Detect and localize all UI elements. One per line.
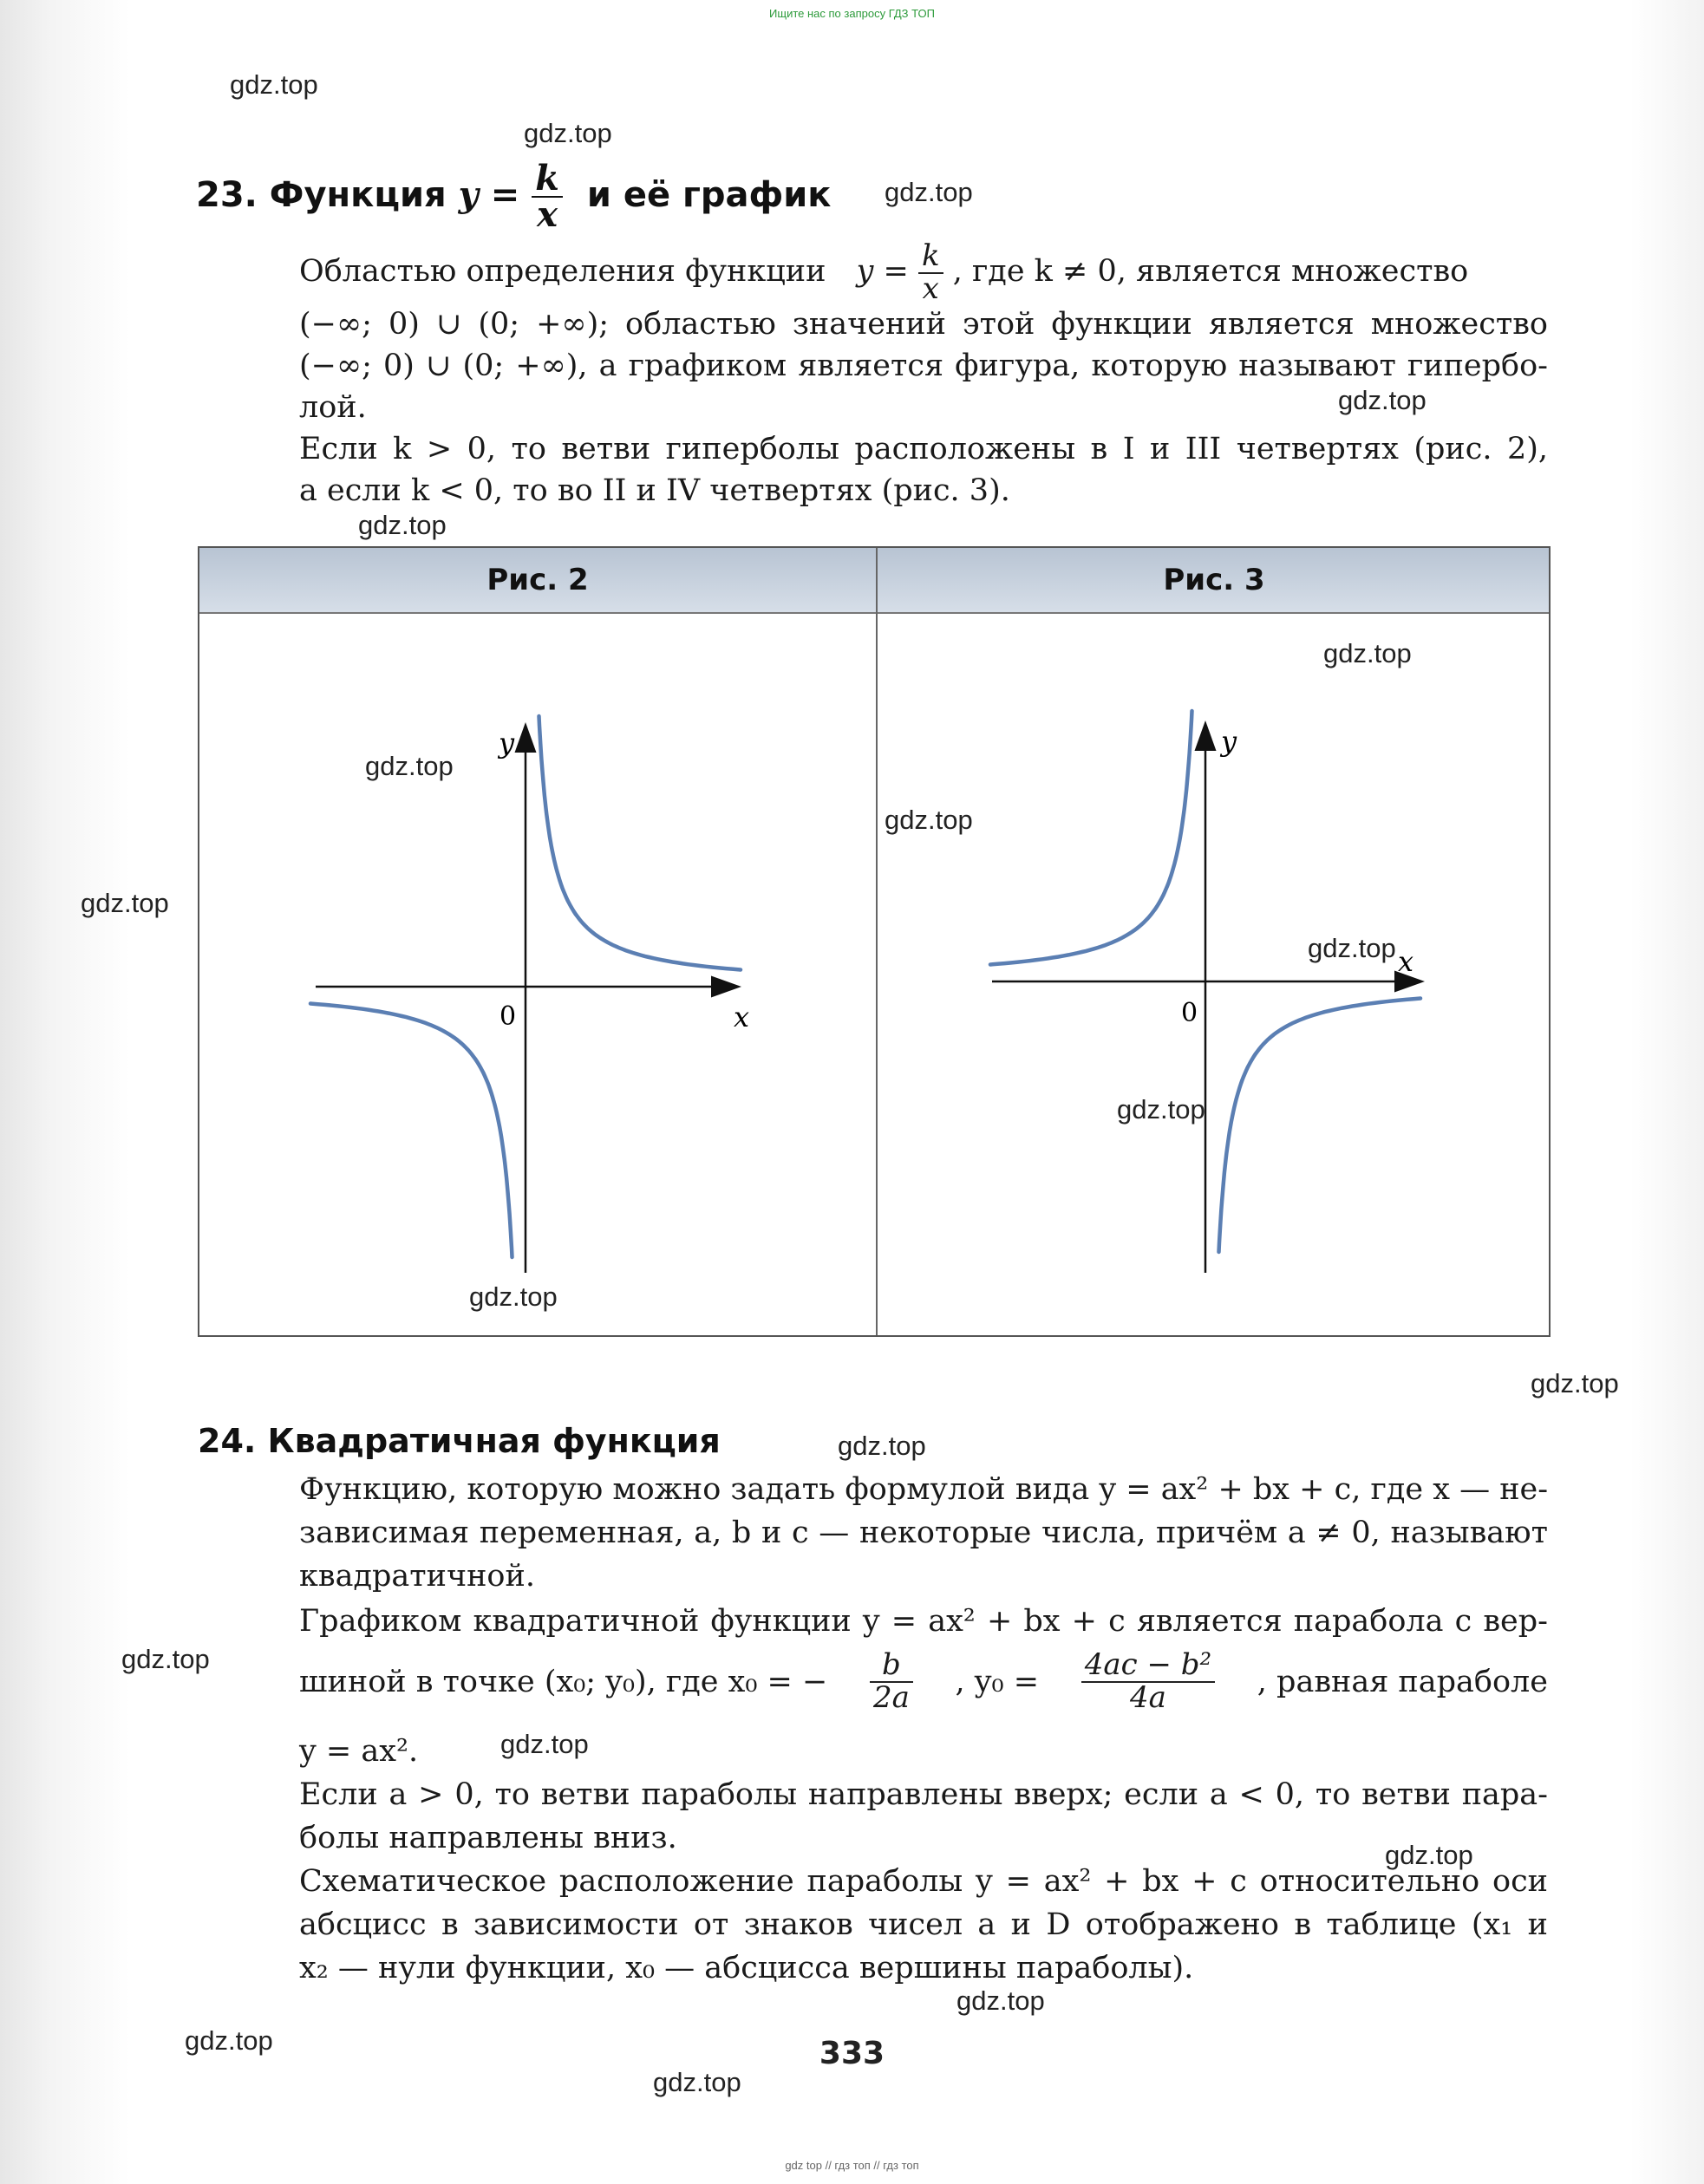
s23-line-1 xyxy=(299,238,1548,305)
s23-line-3: (−∞; 0) ∪ (0; +∞), а графиком является фигура, которую называют гипербо- xyxy=(299,349,1548,383)
p1-numerator: k xyxy=(921,238,940,273)
x-axis-label: x xyxy=(734,1001,750,1033)
watermark: gdz.top xyxy=(1531,1368,1619,1398)
watermark: gdz.top xyxy=(230,69,318,100)
s23-line-4: лой. xyxy=(299,390,367,425)
s24-line-8: болы направлены вниз. xyxy=(299,1821,677,1855)
line5-text-c: , равная параболе xyxy=(1257,1665,1548,1699)
fig3-caption: Рис. 3 xyxy=(1163,563,1265,597)
watermark: gdz.top xyxy=(838,1431,926,1461)
origin-label: 0 xyxy=(499,1001,517,1032)
hyperbola-branch-2 xyxy=(310,1004,513,1258)
hyperbola-branch-1 xyxy=(539,716,741,970)
line5-text-b: , y₀ = xyxy=(955,1665,1040,1699)
section-23-heading xyxy=(196,158,832,235)
watermark: gdz.top xyxy=(1117,1094,1205,1125)
fraction-denominator: x xyxy=(532,196,563,232)
fig3-plot xyxy=(878,614,1551,1335)
p1-fraction xyxy=(918,238,943,306)
p1-y-eq: y = xyxy=(856,254,909,289)
s24-line-1: Функцию, которую можно задать формулой вида y = ax² + bx + c, где x — не- xyxy=(299,1472,1549,1507)
bottom-note: gdz top // гдз топ // гдз топ xyxy=(785,2159,919,2172)
s24-line-10: абсцисс в зависимости от знаков чисел a и D отображено в таблице (x₁ и xyxy=(299,1907,1548,1942)
section-24-heading: 24. Квадратичная функция xyxy=(198,1422,721,1460)
heading-fraction xyxy=(532,158,563,235)
x0-fraction xyxy=(870,1647,913,1715)
s24-line-3: квадратичной. xyxy=(299,1559,535,1594)
s24-line-6: y = ax². xyxy=(299,1734,419,1769)
top-note: Ищите нас по запросу ГДЗ ТОП xyxy=(769,7,935,20)
p1-text-a: Областью определения функции xyxy=(299,254,826,289)
watermark: gdz.top xyxy=(1385,1840,1473,1870)
watermark: gdz.top xyxy=(81,888,169,918)
s24-line-11: x₂ — нули функции, x₀ — абсцисса вершины параболы). xyxy=(299,1951,1194,1985)
p1-text-b: , где k ≠ 0, является множество xyxy=(952,254,1469,289)
s23-line-6: а если k < 0, то во II и IV четвертях (рис. 3). xyxy=(299,473,1010,508)
x0-numerator: b xyxy=(882,1647,901,1683)
watermark: gdz.top xyxy=(1308,933,1396,963)
watermark: gdz.top xyxy=(358,510,447,540)
watermark: gdz.top xyxy=(185,2025,273,2056)
watermark: gdz.top xyxy=(885,805,973,835)
line5-text-a: шиной в точке (x₀; y₀), где x₀ = − xyxy=(299,1665,828,1699)
heading-tail: и её график xyxy=(586,175,832,215)
hyperbola-branch-2 xyxy=(1219,999,1421,1253)
y0-numerator: 4ac − b² xyxy=(1084,1647,1212,1683)
heading-y-eq: y = xyxy=(458,174,520,215)
s23-line-2: (−∞; 0) ∪ (0; +∞); областью значений этой функции является множество xyxy=(299,307,1548,342)
y0-denominator: 4a xyxy=(1081,1681,1215,1714)
watermark: gdz.top xyxy=(653,2067,741,2097)
x-axis-label: x xyxy=(1398,945,1414,978)
heading-number: 23. Функция xyxy=(196,175,447,215)
s23-line-5: Если k > 0, то ветви гиперболы расположены в I и III четвертях (рис. 2), xyxy=(299,432,1548,466)
fig2-plot xyxy=(199,614,876,1335)
watermark: gdz.top xyxy=(1323,638,1412,668)
watermark: gdz.top xyxy=(1338,385,1427,415)
watermark: gdz.top xyxy=(121,1644,210,1674)
watermark: gdz.top xyxy=(469,1281,558,1312)
watermark: gdz.top xyxy=(524,118,612,148)
s24-line-7: Если a > 0, то ветви параболы направлены вверх; если a < 0, то ветви пара- xyxy=(299,1777,1548,1812)
fraction-numerator: k xyxy=(535,158,559,199)
watermark: gdz.top xyxy=(956,1985,1045,2016)
watermark: gdz.top xyxy=(365,751,454,781)
s24-line-5 xyxy=(299,1646,1548,1718)
fig2-caption: Рис. 2 xyxy=(486,563,589,597)
p1-denominator: x xyxy=(918,272,943,305)
hyperbola-branch-1 xyxy=(990,711,1192,965)
y-axis-label: y xyxy=(1221,725,1237,758)
y0-fraction xyxy=(1081,1647,1215,1715)
y-axis-label: y xyxy=(499,727,515,760)
page-number: 333 xyxy=(819,2036,885,2071)
s24-line-2: зависимая переменная, a, b и c — некоторые числа, причём a ≠ 0, называют xyxy=(299,1516,1548,1550)
x0-denominator: 2a xyxy=(870,1681,913,1714)
origin-label: 0 xyxy=(1181,998,1198,1028)
s24-line-4: Графиком квадратичной функции y = ax² + bx + c является парабола с вер- xyxy=(299,1604,1548,1639)
s24-line-9: Схематическое расположение параболы y = ax² + bx + c относительно оси xyxy=(299,1864,1548,1899)
watermark: gdz.top xyxy=(885,177,973,207)
figures-table xyxy=(198,546,1551,1337)
watermark: gdz.top xyxy=(500,1729,589,1759)
